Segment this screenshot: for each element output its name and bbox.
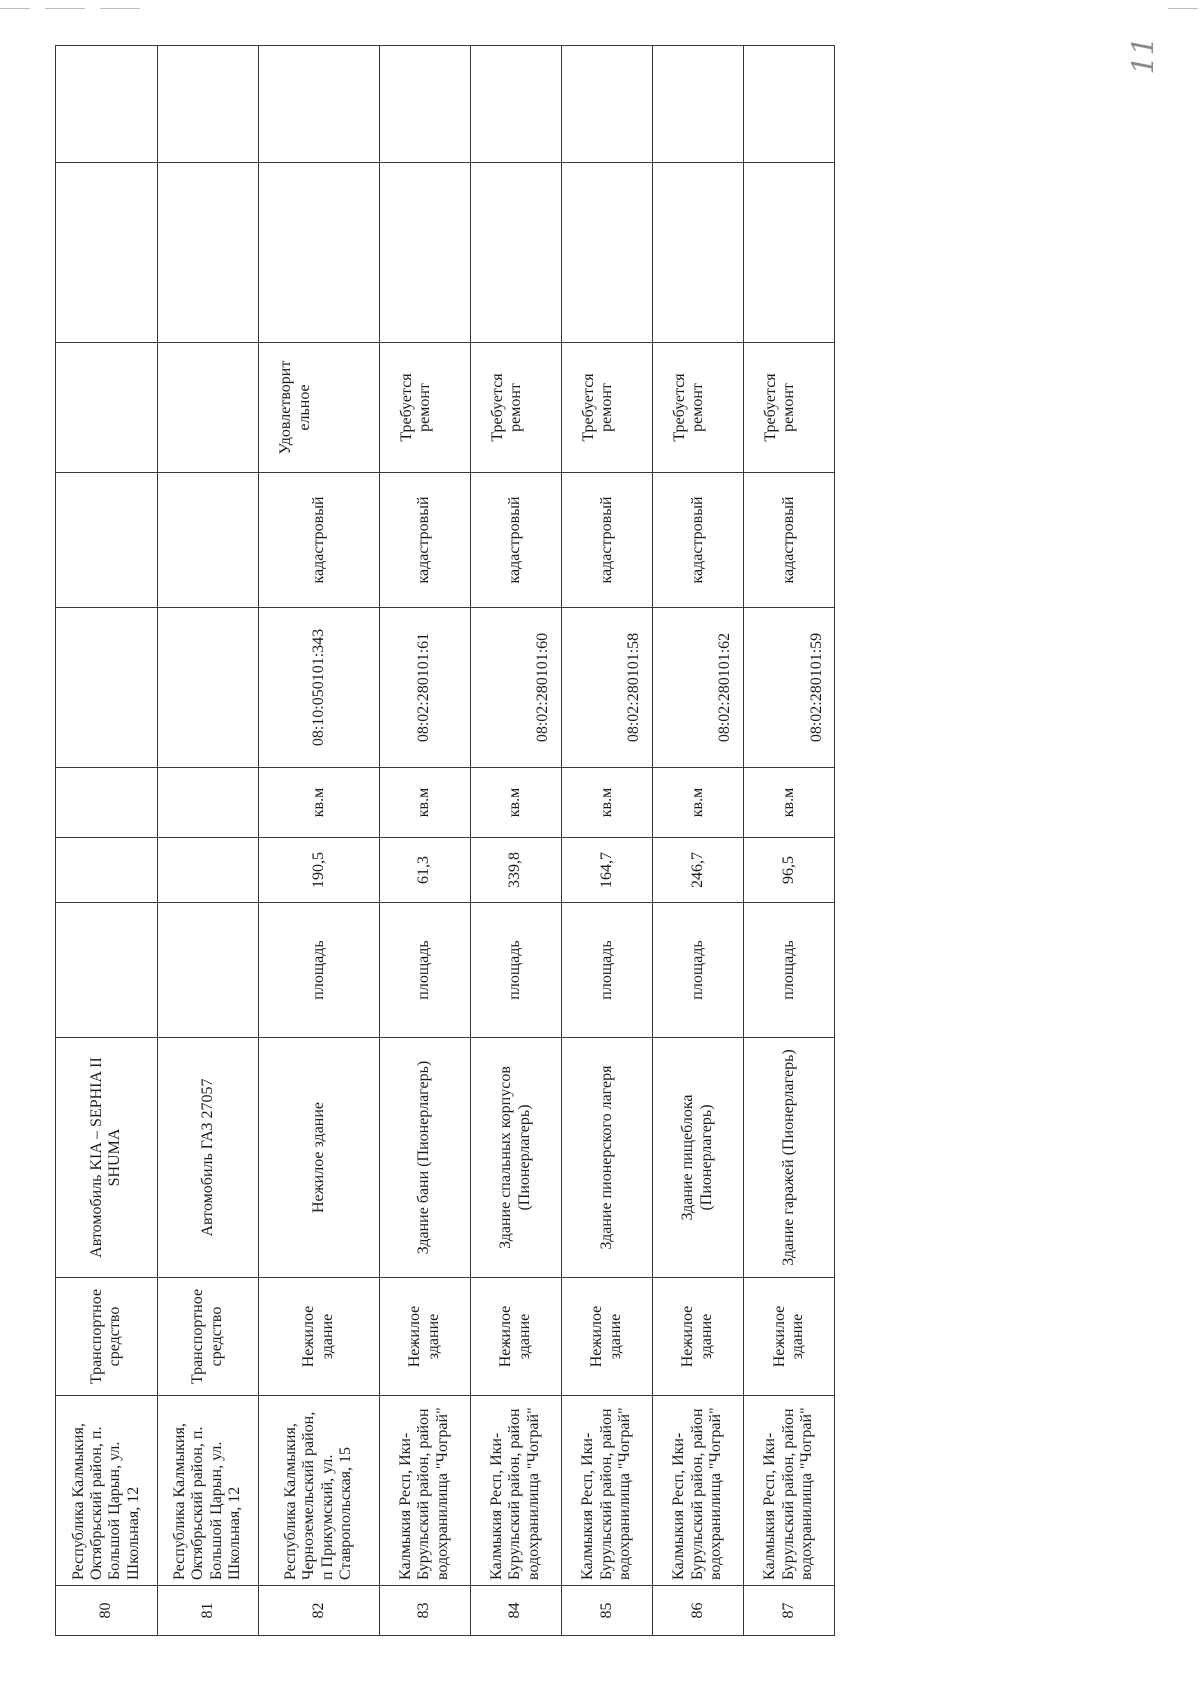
cell-parameter: площадь bbox=[379, 903, 470, 1038]
scan-edge-mark bbox=[0, 8, 30, 9]
cell-address: Калмыкия Респ, Ики-Бурульский район, район водохранилища "Чограй" bbox=[743, 1396, 834, 1586]
cell-area-value: 339,8 bbox=[470, 838, 561, 903]
cell-area-value: 164,7 bbox=[561, 838, 652, 903]
cell-unit: кв.м bbox=[743, 768, 834, 838]
table-row bbox=[652, 46, 743, 1636]
cell-empty bbox=[259, 46, 379, 163]
cell-object-name: Здание пионерского лагеря bbox=[561, 1038, 652, 1278]
cell-cadastral-number: 08:02:280101:59 bbox=[743, 608, 834, 768]
cell-object-type: Нежилое здание bbox=[743, 1278, 834, 1396]
cell-empty bbox=[379, 163, 470, 343]
cell-parameter bbox=[56, 903, 158, 1038]
cell-empty bbox=[470, 163, 561, 343]
cell-cost-type: кадастровый bbox=[259, 473, 379, 608]
table-row bbox=[259, 46, 379, 1636]
cell-empty bbox=[56, 46, 158, 163]
cell-address: Республика Калмыкия, Черноземельский район, п Прикумский, ул. Ставропольская, 15 bbox=[259, 1396, 379, 1586]
cell-area-value: 190,5 bbox=[259, 838, 379, 903]
table-row bbox=[379, 46, 470, 1636]
cell-row-number: 80 bbox=[56, 1586, 158, 1636]
scan-edge-mark bbox=[45, 8, 85, 9]
cell-condition: Удовлетворит ельное bbox=[259, 343, 379, 473]
cell-parameter bbox=[157, 903, 259, 1038]
scan-edge-mark bbox=[1168, 8, 1198, 9]
cell-condition bbox=[157, 343, 259, 473]
cell-condition: Требуется ремонт bbox=[379, 343, 470, 473]
cell-address: Республика Калмыкия, Октябрьский район, п. Большой Царын, ул. Школьная, 12 bbox=[157, 1396, 259, 1586]
cell-condition: Требуется ремонт bbox=[743, 343, 834, 473]
cell-empty bbox=[561, 163, 652, 343]
cell-row-number: 81 bbox=[157, 1586, 259, 1636]
cell-cost-type: кадастровый bbox=[379, 473, 470, 608]
cell-empty bbox=[259, 163, 379, 343]
table-row bbox=[56, 46, 158, 1636]
page-number: 11 bbox=[1126, 36, 1162, 75]
cell-empty bbox=[652, 46, 743, 163]
cell-object-type: Транспортное средство bbox=[157, 1278, 259, 1396]
cell-parameter: площадь bbox=[470, 903, 561, 1038]
cell-condition: Требуется ремонт bbox=[652, 343, 743, 473]
cell-condition bbox=[56, 343, 158, 473]
cell-empty bbox=[470, 46, 561, 163]
cell-unit: кв.м bbox=[561, 768, 652, 838]
cell-cadastral-number: 08:02:280101:60 bbox=[470, 608, 561, 768]
scan-edge-mark bbox=[100, 8, 140, 9]
cell-area-value: 96,5 bbox=[743, 838, 834, 903]
cell-area-value bbox=[56, 838, 158, 903]
cell-cost-type: кадастровый bbox=[652, 473, 743, 608]
cell-row-number: 83 bbox=[379, 1586, 470, 1636]
cell-empty bbox=[743, 46, 834, 163]
cell-cost-type: кадастровый bbox=[743, 473, 834, 608]
cell-empty bbox=[157, 163, 259, 343]
cell-area-value: 61,3 bbox=[379, 838, 470, 903]
cell-object-name: Нежилое здание bbox=[259, 1038, 379, 1278]
cell-cost-type bbox=[56, 473, 158, 608]
cell-unit: кв.м bbox=[470, 768, 561, 838]
property-table bbox=[55, 45, 835, 1636]
cell-unit bbox=[56, 768, 158, 838]
table-row bbox=[743, 46, 834, 1636]
table-body bbox=[56, 46, 835, 1636]
cell-unit: кв.м bbox=[652, 768, 743, 838]
cell-empty bbox=[56, 163, 158, 343]
cell-cadastral-number bbox=[157, 608, 259, 768]
cell-parameter: площадь bbox=[652, 903, 743, 1038]
cell-address: Калмыкия Респ, Ики-Бурульский район, район водохранилища "Чограй" bbox=[561, 1396, 652, 1586]
cell-cadastral-number: 08:02:280101:58 bbox=[561, 608, 652, 768]
cell-object-name: Автомобиль ГАЗ 27057 bbox=[157, 1038, 259, 1278]
cell-object-type: Нежилое здание bbox=[259, 1278, 379, 1396]
cell-parameter: площадь bbox=[743, 903, 834, 1038]
cell-object-type: Нежилое здание bbox=[561, 1278, 652, 1396]
cell-empty bbox=[157, 46, 259, 163]
cell-cost-type bbox=[157, 473, 259, 608]
cell-cadastral-number: 08:02:280101:61 bbox=[379, 608, 470, 768]
cell-address: Калмыкия Респ, Ики-Бурульский район, район водохранилища "Чограй" bbox=[652, 1396, 743, 1586]
cell-area-value bbox=[157, 838, 259, 903]
table-row bbox=[157, 46, 259, 1636]
cell-address: Республика Калмыкия, Октябрьский район, п. Большой Царын, ул. Школьная, 12 bbox=[56, 1396, 158, 1586]
cell-condition: Требуется ремонт bbox=[561, 343, 652, 473]
cell-object-name: Автомобиль KIA – SEPHIA II SHUMA bbox=[56, 1038, 158, 1278]
table-row bbox=[470, 46, 561, 1636]
cell-cadastral-number bbox=[56, 608, 158, 768]
cell-unit bbox=[157, 768, 259, 838]
cell-unit: кв.м bbox=[379, 768, 470, 838]
cell-object-name: Здание бани (Пионерлагерь) bbox=[379, 1038, 470, 1278]
cell-empty bbox=[652, 163, 743, 343]
cell-object-type: Нежилое здание bbox=[652, 1278, 743, 1396]
cell-empty bbox=[379, 46, 470, 163]
cell-row-number: 85 bbox=[561, 1586, 652, 1636]
cell-condition: Требуется ремонт bbox=[470, 343, 561, 473]
cell-row-number: 87 bbox=[743, 1586, 834, 1636]
cell-address: Калмыкия Респ, Ики-Бурульский район, район водохранилища "Чограй" bbox=[470, 1396, 561, 1586]
cell-address: Калмыкия Респ, Ики-Бурульский район, район водохранилища "Чограй" bbox=[379, 1396, 470, 1586]
cell-object-type: Транспортное средство bbox=[56, 1278, 158, 1396]
cell-row-number: 84 bbox=[470, 1586, 561, 1636]
cell-area-value: 246,7 bbox=[652, 838, 743, 903]
cell-cadastral-number: 08:10:050101:343 bbox=[259, 608, 379, 768]
cell-cost-type: кадастровый bbox=[470, 473, 561, 608]
cell-object-type: Нежилое здание bbox=[470, 1278, 561, 1396]
cell-object-name: Здание пищеблока (Пионерлагерь) bbox=[652, 1038, 743, 1278]
cell-empty bbox=[561, 46, 652, 163]
cell-parameter: площадь bbox=[561, 903, 652, 1038]
cell-cadastral-number: 08:02:280101:62 bbox=[652, 608, 743, 768]
cell-row-number: 82 bbox=[259, 1586, 379, 1636]
cell-empty bbox=[743, 163, 834, 343]
table-row bbox=[561, 46, 652, 1636]
cell-object-name: Здание спальных корпусов (Пионерлагерь) bbox=[470, 1038, 561, 1278]
cell-cost-type: кадастровый bbox=[561, 473, 652, 608]
cell-unit: кв.м bbox=[259, 768, 379, 838]
cell-object-type: Нежилое здание bbox=[379, 1278, 470, 1396]
cell-object-name: Здание гаражей (Пионерлагерь) bbox=[743, 1038, 834, 1278]
cell-row-number: 86 bbox=[652, 1586, 743, 1636]
cell-parameter: площадь bbox=[259, 903, 379, 1038]
